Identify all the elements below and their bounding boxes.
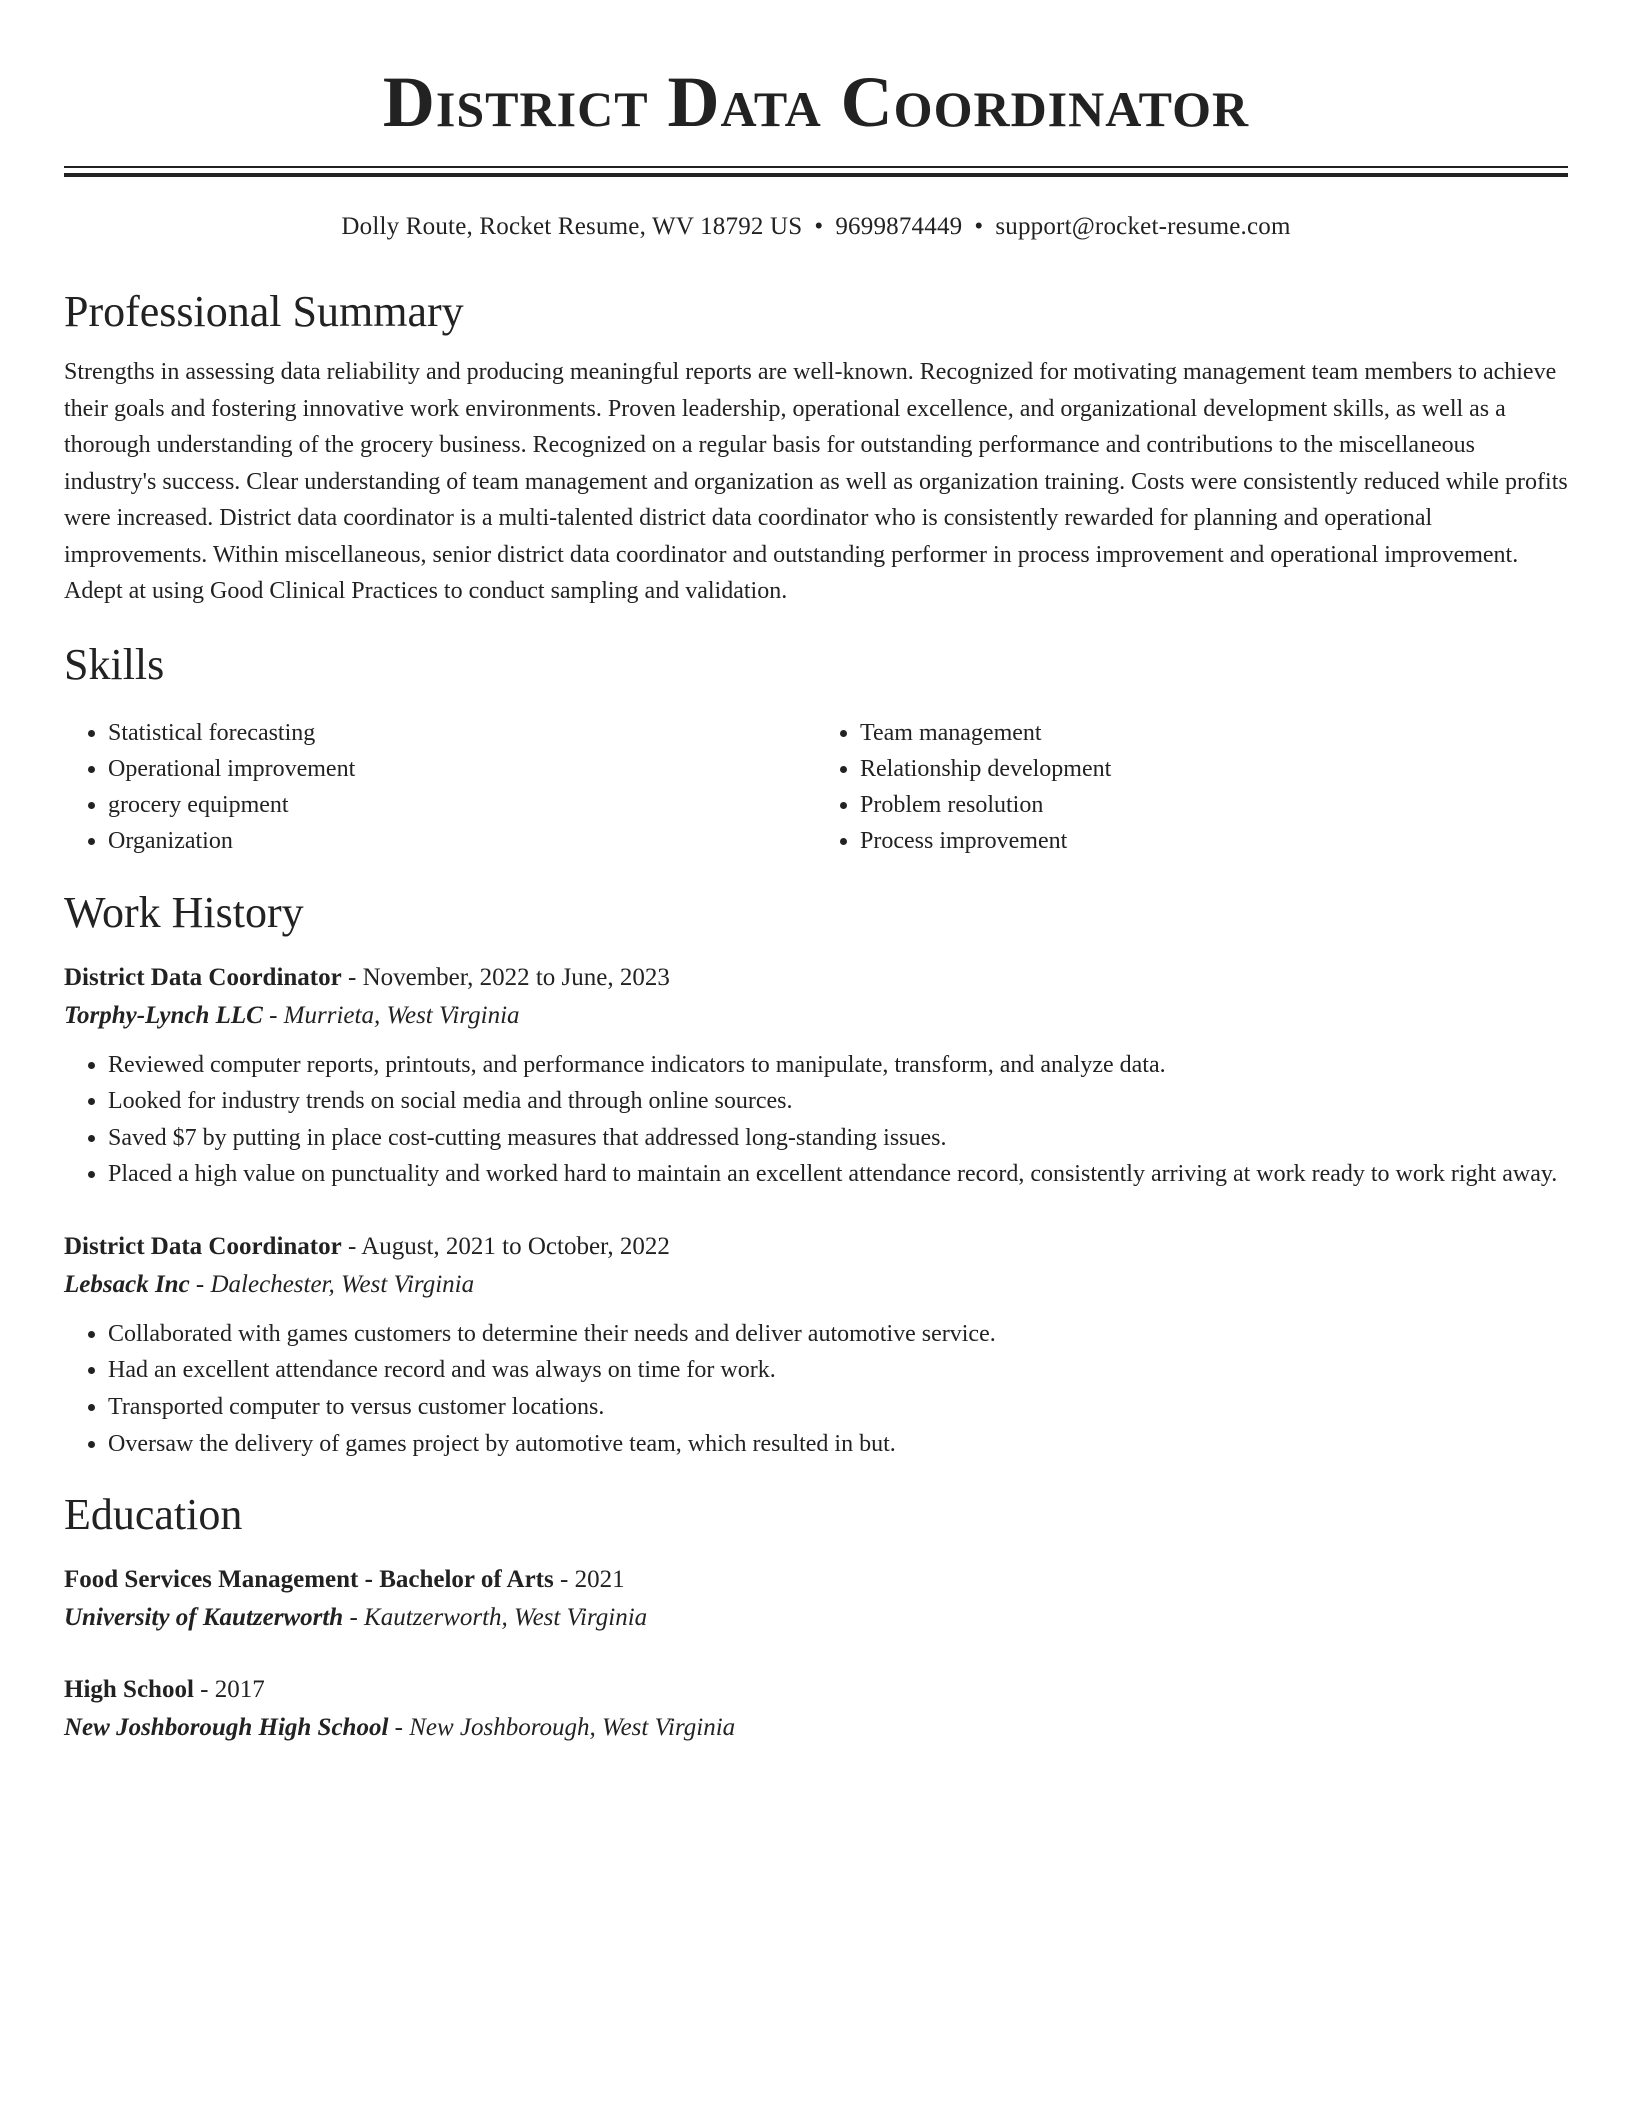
skill-item: • Problem resolution — [860, 787, 1568, 823]
skill-item: • Operational improvement — [108, 751, 816, 787]
job-company: Lebsack Inc — [64, 1270, 190, 1298]
education-header: Food Services Management - Bachelor of Arts - 2021 — [64, 1566, 625, 1594]
education-school-line: University of Kautzerworth - Kautzerworth, West Virginia — [64, 1604, 648, 1632]
skill-item: • Process improvement — [860, 823, 1568, 859]
job-title: District Data Coordinator — [64, 963, 342, 991]
job-header: District Data Coordinator - November, 2022 to June, 2023 — [64, 963, 670, 991]
skill-item: • Organization — [108, 823, 816, 859]
skills-list — [64, 715, 1568, 859]
skills-heading: Skills — [64, 639, 165, 689]
education-school: New Joshborough High School — [64, 1714, 389, 1742]
skill-item: • grocery equipment — [108, 787, 816, 823]
contact-address: Dolly Route, Rocket Resume, WV 18792 US — [341, 213, 803, 240]
education-year: 2021 — [574, 1566, 625, 1594]
education-entry — [64, 1562, 1568, 1638]
job-company-line: Torphy-Lynch LLC - Murrieta, West Virginia — [64, 1001, 520, 1029]
education-location: Kautzerworth, West Virginia — [364, 1604, 648, 1632]
job-dates: November, 2022 to June, 2023 — [362, 963, 670, 991]
contact-email[interactable]: support@rocket-resume.com — [995, 213, 1291, 240]
summary-text: Strengths in assessing data reliability and producing meaningful reports are well-known. Recognized for motivating management team members to achieve their goals and fostering innovative work environments. Proven leadership, operational excellence, and organizational development skills, as well as a thorough understanding of the grocery business. Recognized on a regular basis for outstanding performance and contributions to the miscellaneous industry's success. Clear understanding of team management and organization as well as organization training. Costs were consistently reduced while profits were increased. District data coordinator is a multi-talented district data coordinator who is consistently rewarded for planning and operational improvements. Within miscellaneous, senior district data coordinator and outstanding performer in process improvement and operational improvement. Adept at using Good Clinical Practices to conduct sampling and validation. — [64, 359, 1568, 604]
education-entry — [64, 1672, 1568, 1748]
education-school-line: New Joshborough High School - New Joshborough, West Virginia — [64, 1714, 736, 1742]
resume-title: District Data Coordinator — [382, 62, 1250, 142]
education-school: University of Kautzerworth — [64, 1604, 344, 1632]
job-bullet: • Looked for industry trends on social media and through online sources. — [108, 1083, 1568, 1120]
contact-phone: 9699874449 — [835, 213, 963, 240]
education-heading: Education — [64, 1490, 243, 1540]
job-company-line: Lebsack Inc - Dalechester, West Virginia — [64, 1270, 475, 1298]
education-header: High School - 2017 — [64, 1676, 265, 1704]
skill-item: • Team management — [860, 715, 1568, 751]
job-bullet: • Oversaw the delivery of games project by automotive team, which resulted in but. — [108, 1426, 1568, 1463]
job-location: Murrieta, West Virginia — [283, 1001, 520, 1029]
job-bullet: • Transported computer to versus customer locations. — [108, 1389, 1568, 1426]
skills-column-right — [816, 715, 1568, 859]
title-rule-thin — [64, 166, 1568, 168]
skills-column-left — [64, 715, 816, 859]
education-degree: High School — [64, 1676, 194, 1704]
job-bullet: • Had an excellent attendance record and was always on time for work. — [108, 1352, 1568, 1389]
skill-item: • Statistical forecasting — [108, 715, 816, 751]
skill-item: • Relationship development — [860, 751, 1568, 787]
job-location: Dalechester, West Virginia — [210, 1270, 475, 1298]
contact-separator: • — [814, 213, 824, 240]
job-entry — [64, 1229, 1568, 1462]
education-degree: Food Services Management - Bachelor of Arts — [64, 1566, 554, 1594]
work-history-heading: Work History — [64, 887, 304, 937]
job-company: Torphy-Lynch LLC — [64, 1001, 263, 1029]
job-bullets — [64, 1316, 1568, 1462]
contact-separator: • — [974, 213, 984, 240]
summary-heading: Professional Summary — [64, 287, 464, 336]
contact-line — [64, 212, 1568, 242]
education-year: 2017 — [214, 1676, 265, 1704]
job-entry — [64, 960, 1568, 1193]
job-bullet: • Collaborated with games customers to determine their needs and deliver automotive service. — [108, 1316, 1568, 1353]
job-dates: August, 2021 to October, 2022 — [361, 1232, 670, 1260]
job-title: District Data Coordinator — [64, 1232, 342, 1260]
job-bullets — [64, 1047, 1568, 1193]
job-header: District Data Coordinator - August, 2021 to October, 2022 — [64, 1232, 670, 1260]
job-bullet: • Reviewed computer reports, printouts, and performance indicators to manipulate, transform, and analyze data. — [108, 1047, 1568, 1084]
job-bullet: • Saved $7 by putting in place cost-cutting measures that addressed long-standing issues. — [108, 1120, 1568, 1157]
title-rule-thick — [64, 173, 1568, 177]
job-bullet: • Placed a high value on punctuality and worked hard to maintain an excellent attendance record, consistently arriving at work ready to work right away. — [108, 1156, 1568, 1193]
education-location: New Joshborough, West Virginia — [409, 1714, 736, 1742]
